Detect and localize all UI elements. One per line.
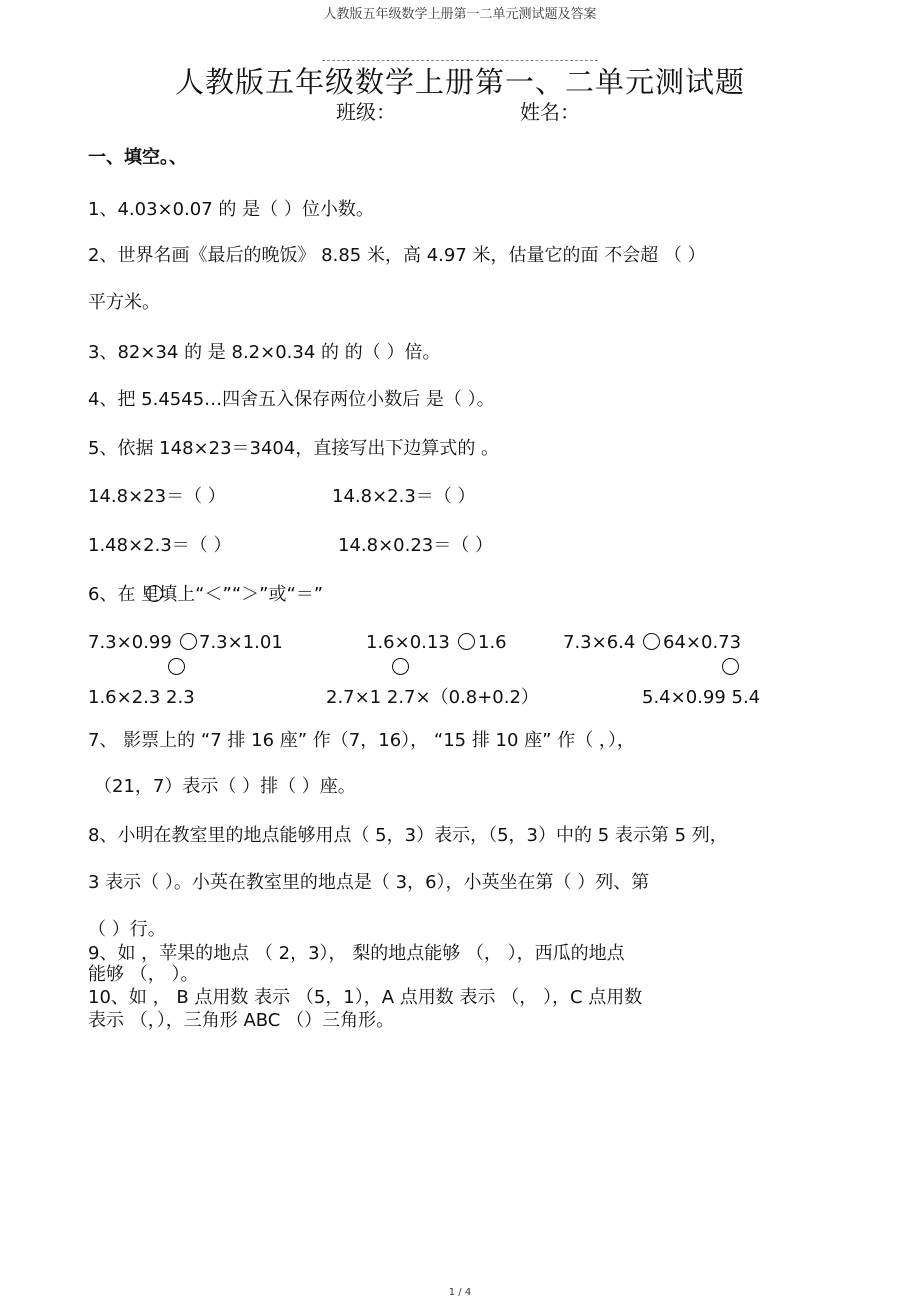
question-6-r1-a2: 7.3×1.01: [199, 632, 283, 653]
compare-circle-icon: [458, 633, 475, 650]
compare-circle-icon: [168, 658, 185, 675]
question-7-line-2: （21，7）表示（ ）排（ ）座。: [94, 776, 356, 797]
question-6-r2-a: 1.6×2.3 2.3: [88, 687, 195, 708]
question-4: 4、把 5.4545…四舍五入保存两位小数后 是（ ）。: [88, 389, 495, 410]
question-9-line-2: 能够 （， ）。: [88, 964, 199, 985]
question-5-item-d: 14.8×0.23＝（ ）: [338, 535, 493, 556]
question-6: 6、在 里填上“＜”“＞”或“＝”: [88, 584, 324, 605]
question-6-r1-b1: 1.6×0.13: [366, 632, 450, 653]
question-5: 5、依据 148×23＝3404，直接写出下边算式的 。: [88, 438, 500, 459]
question-8-line-2: 3 表示（ ）。小英在教室里的地点是（ 3，6），小英坐在第（ ）列、第: [88, 872, 650, 893]
question-5-item-a: 14.8×23＝（ ）: [88, 486, 226, 507]
question-10-line-1: 10、如 ， B 点用数 表示 （5，1），A 点用数 表示 （， ），C 点用数: [88, 987, 643, 1008]
page-title: 人教版五年级数学上册第一、二单元测试题: [174, 65, 745, 99]
question-2-line-2: 平方米。: [88, 292, 160, 313]
question-6-r1-c1: 7.3×6.4: [563, 632, 636, 653]
question-5-item-c: 1.48×2.3＝（ ）: [88, 535, 232, 556]
question-6-r1-a1: 7.3×0.99: [88, 632, 172, 653]
compare-circle-icon: [392, 658, 409, 675]
name-label: 姓名：: [520, 100, 580, 124]
compare-circle-icon: [722, 658, 739, 675]
question-6-r2-b: 2.7×1 2.7×（0.8+0.2）: [326, 687, 539, 708]
question-8-line-1: 8、小明在教室里的地点能够用点（ 5，3）表示，（5，3）中的 5 表示第 5 列，: [88, 825, 728, 846]
question-1: 1、4.03×0.07 的 是（ ）位小数。: [88, 199, 374, 220]
class-label: 班级：: [336, 100, 396, 124]
circle-icon: [146, 585, 163, 602]
compare-circle-icon: [643, 633, 660, 650]
question-6-r2-c: 5.4×0.99 5.4: [642, 687, 761, 708]
compare-circle-icon: [180, 633, 197, 650]
question-7-line-1: 7、 影票上的 “7 排 16 座” 作（7，16）， “15 排 10 座” 作（ ，），: [88, 730, 635, 751]
question-8-line-3: （ ）行。: [88, 919, 166, 940]
question-9-line-1: 9、如 ，苹果的地点 （ 2，3）， 梨的地点能够 （， ），西瓜的地点: [88, 943, 625, 964]
question-3: 3、82×34 的 是 8.2×0.34 的 的（ ）倍。: [88, 342, 441, 363]
question-6-r1-c2: 64×0.73: [663, 632, 742, 653]
page-header: 人教版五年级数学上册第一二单元测试题及答案: [323, 7, 597, 22]
question-6-r1-b2: 1.6: [478, 632, 507, 653]
question-10-line-2: 表示 （，），三角形 ABC （）三角形。: [88, 1010, 395, 1031]
section-fill-blank: 一、填空。、: [88, 147, 187, 168]
page-number: 1 / 4: [448, 1287, 472, 1298]
question-5-item-b: 14.8×2.3＝（ ）: [332, 486, 476, 507]
question-2-line-1: 2、世界名画《最后的晚饭》 8.85 米，高 4.97 米，估量它的面 不会超 （ ）: [88, 245, 706, 266]
